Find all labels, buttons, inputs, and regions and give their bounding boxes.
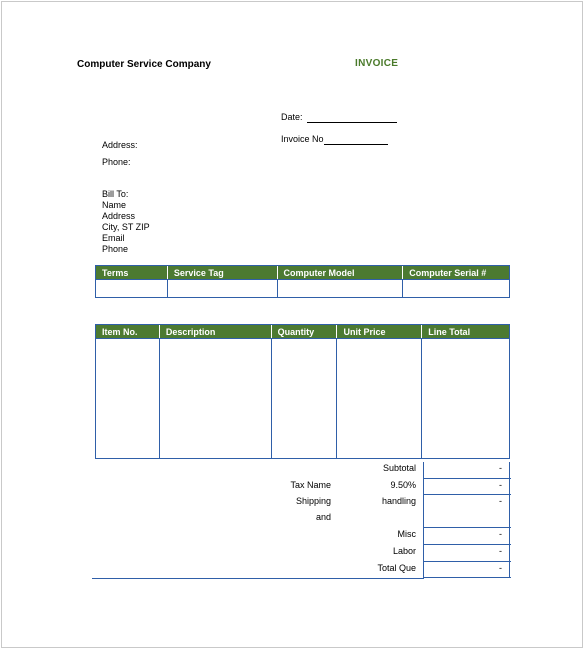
- quantity-cell[interactable]: [271, 339, 337, 459]
- description-header: Description: [159, 325, 271, 339]
- line-total-header: Line Total: [422, 325, 510, 339]
- date-label: Date:: [281, 112, 303, 122]
- service-header-row: [96, 266, 510, 280]
- computer-model-cell[interactable]: [277, 280, 403, 298]
- totals-divider: [423, 494, 511, 495]
- totals-divider: [423, 561, 511, 562]
- seller-phone-label: Phone:: [102, 157, 131, 167]
- terms-cell[interactable]: [96, 280, 168, 298]
- items-table: [95, 324, 510, 459]
- handling-label: handling: [381, 496, 416, 506]
- computer-model-header: Computer Model: [277, 266, 403, 280]
- totals-divider: [423, 577, 511, 578]
- terms-header: Terms: [96, 266, 168, 280]
- service-row: [96, 280, 510, 298]
- items-header-row: [96, 325, 510, 339]
- quantity-header: Quantity: [271, 325, 337, 339]
- bill-to-city: City, ST ZIP: [102, 222, 150, 232]
- tax-rate: 9.50%: [390, 480, 416, 490]
- invoice-page: [1, 1, 583, 648]
- totals-divider: [423, 544, 511, 545]
- items-body-row: [96, 339, 510, 459]
- date-underline: [307, 113, 397, 123]
- and-label: and: [315, 512, 331, 522]
- labor-value: -: [499, 546, 502, 556]
- item-no-cell[interactable]: [96, 339, 160, 459]
- invoice-title: INVOICE: [355, 58, 399, 69]
- bill-to-email: Email: [102, 233, 125, 243]
- labor-label: Labor: [392, 546, 416, 556]
- bill-to-address: Address: [102, 211, 136, 221]
- footer-rule: [92, 578, 424, 579]
- service-tag-cell[interactable]: [167, 280, 277, 298]
- seller-address-label: Address:: [102, 140, 138, 150]
- subtotal-value: -: [499, 463, 502, 473]
- bill-to-block: [102, 189, 150, 255]
- bill-to-name: Name: [102, 200, 127, 210]
- total-due-label: Total Que: [377, 563, 416, 573]
- line-total-cell[interactable]: [422, 339, 510, 459]
- computer-serial-header: Computer Serial #: [403, 266, 510, 280]
- company-name: Computer Service Company: [77, 59, 211, 70]
- subtotal-label: Subtotal: [382, 463, 416, 473]
- unit-price-header: Unit Price: [337, 325, 422, 339]
- shipping-value: -: [499, 496, 502, 506]
- totals-divider: [423, 478, 511, 479]
- bill-to-label: Bill To:: [102, 189, 129, 199]
- unit-price-cell[interactable]: [337, 339, 422, 459]
- invoice-no-field: [281, 134, 388, 145]
- bill-to-phone: Phone: [102, 244, 129, 254]
- shipping-label: Shipping: [295, 496, 331, 506]
- misc-label: Misc: [397, 529, 416, 539]
- service-table: [95, 265, 510, 298]
- service-tag-header: Service Tag: [167, 266, 277, 280]
- total-due-value: -: [499, 563, 502, 573]
- description-cell[interactable]: [159, 339, 271, 459]
- invoice-no-underline: [324, 135, 388, 145]
- totals-divider: [423, 527, 511, 528]
- invoice-no-label: Invoice No: [281, 134, 324, 144]
- misc-value: -: [499, 529, 502, 539]
- computer-serial-cell[interactable]: [403, 280, 510, 298]
- tax-name-label: Tax Name: [290, 480, 331, 490]
- date-field: [281, 112, 397, 123]
- tax-value: -: [499, 480, 502, 490]
- item-no-header: Item No.: [96, 325, 160, 339]
